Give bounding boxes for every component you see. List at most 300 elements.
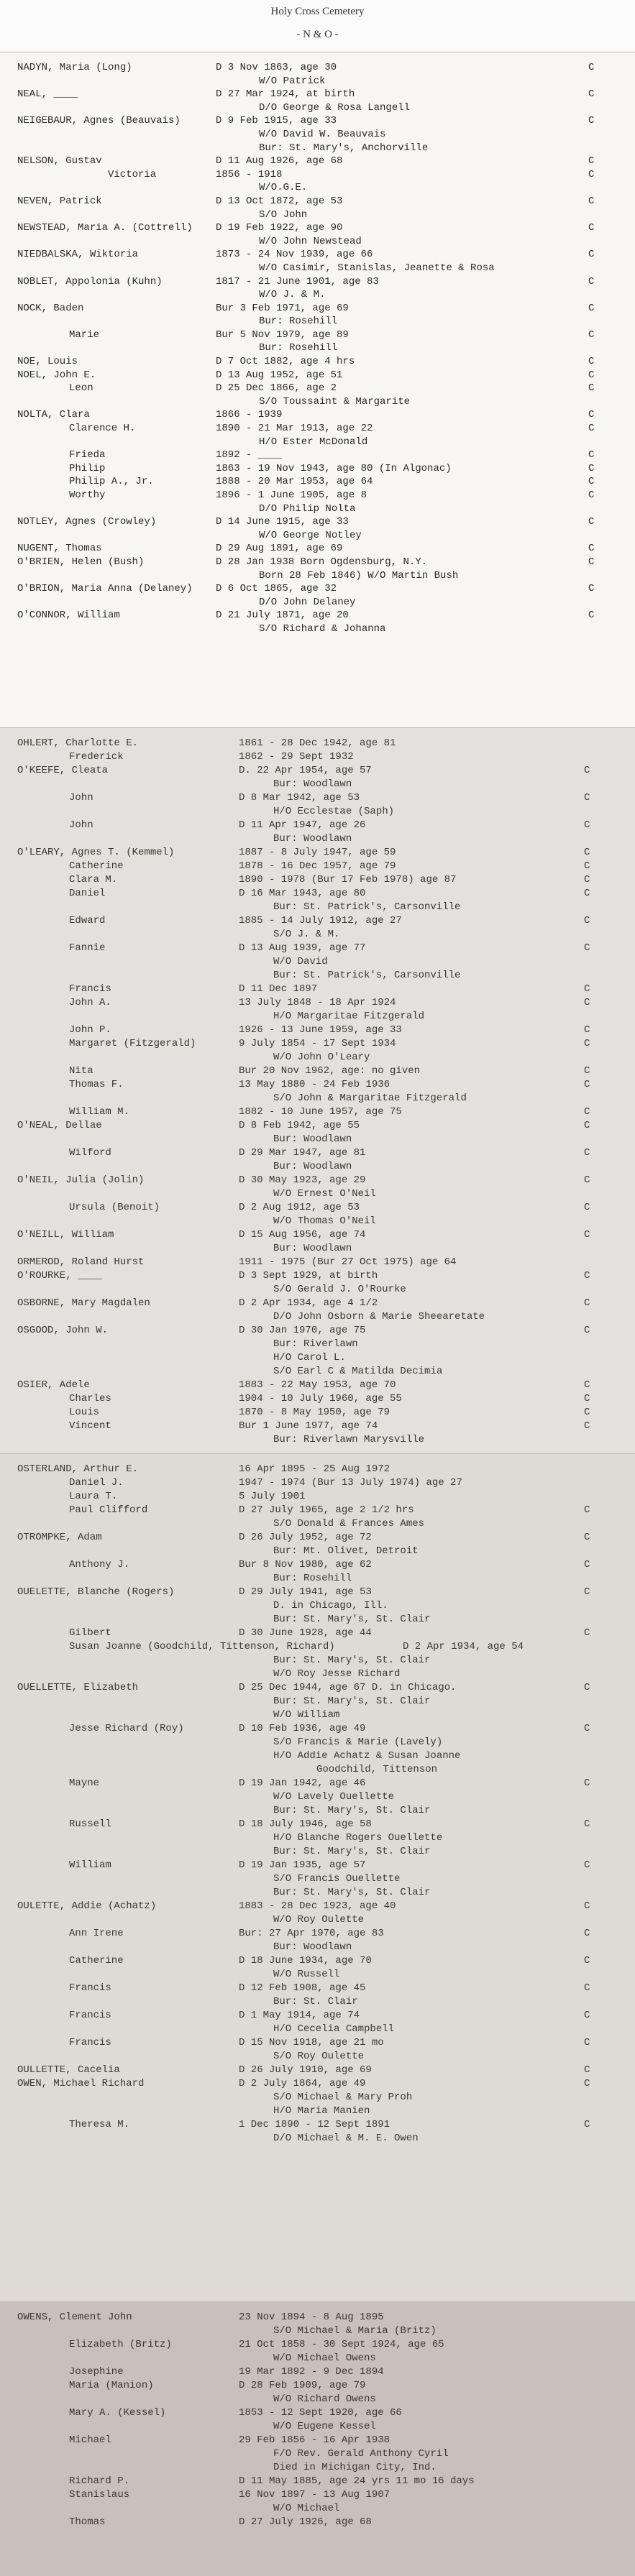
record-detail: Bur: Woodlawn bbox=[273, 1243, 352, 1254]
record-detail: 1 Dec 1890 - 12 Sept 1891 bbox=[239, 2119, 390, 2130]
record-code: C bbox=[584, 1900, 590, 1912]
record-detail: D 30 June 1928, age 44 bbox=[239, 1627, 372, 1639]
record-row bbox=[0, 1913, 635, 1927]
record-row bbox=[0, 2311, 635, 2324]
record-code: C bbox=[584, 1079, 590, 1090]
record-row bbox=[0, 1310, 635, 1324]
record-name: Theresa M. bbox=[69, 2119, 130, 2130]
record-code: C bbox=[588, 356, 595, 368]
record-detail: Bur: St. Patrick's, Carsonville bbox=[273, 970, 461, 981]
record-detail: D 3 Nov 1863, age 30 bbox=[216, 62, 337, 73]
record-detail: S/O Richard & Johanna bbox=[259, 622, 386, 635]
record-row bbox=[0, 1886, 635, 1900]
record-row bbox=[0, 436, 635, 449]
record-code: C bbox=[584, 1504, 590, 1516]
record-code: C bbox=[588, 449, 595, 461]
record-detail: Bur 20 Nov 1962, age: no given bbox=[239, 1065, 421, 1077]
record-detail: W/O David W. Beauvais bbox=[259, 128, 386, 140]
record-detail: 19 Mar 1892 - 9 Dec 1894 bbox=[239, 2366, 384, 2378]
record-code: C bbox=[584, 1393, 590, 1404]
record-name: O'BRIEN, Helen (Bush) bbox=[17, 556, 145, 568]
record-code: C bbox=[584, 2037, 590, 2048]
record-detail: W/O Michael bbox=[273, 2503, 340, 2514]
record-name: Laura T. bbox=[69, 1491, 118, 1502]
record-row bbox=[0, 928, 635, 942]
record-code: C bbox=[588, 543, 595, 555]
record-detail: D 14 June 1915, age 33 bbox=[216, 516, 349, 528]
record-detail: 1883 - 28 Dec 1923, age 40 bbox=[239, 1900, 396, 1912]
record-row bbox=[0, 195, 635, 208]
record-row bbox=[0, 1599, 635, 1613]
record-row bbox=[0, 61, 635, 75]
record-detail: W/O William bbox=[273, 1709, 340, 1721]
record-name: NOTLEY, Agnes (Crowley) bbox=[17, 516, 157, 528]
record-row bbox=[0, 1558, 635, 1572]
record-name: OSTERLAND, Arthur E. bbox=[17, 1463, 139, 1475]
record-detail: 1885 - 14 July 1912, age 27 bbox=[239, 915, 402, 926]
record-row bbox=[0, 1351, 635, 1365]
record-code: C bbox=[584, 942, 590, 954]
record-row bbox=[0, 1201, 635, 1215]
record-detail: 9 July 1854 - 17 Sept 1934 bbox=[239, 1038, 396, 1049]
record-row bbox=[0, 515, 635, 529]
record-row bbox=[0, 791, 635, 805]
record-detail: D 13 Oct 1872, age 53 bbox=[216, 195, 343, 207]
record-row bbox=[0, 542, 635, 556]
record-detail: 1817 - 21 June 1901, age 83 bbox=[216, 275, 379, 288]
record-name: OSBORNE, Mary Magdalen bbox=[17, 1297, 150, 1309]
record-row bbox=[0, 1010, 635, 1024]
record-detail: Bur: St. Mary's, St. Clair bbox=[273, 1696, 431, 1707]
record-name: OWEN, Michael Richard bbox=[17, 2078, 145, 2089]
record-code: C bbox=[588, 409, 595, 421]
record-detail: D/O George & Rosa Langell bbox=[259, 101, 411, 114]
record-row bbox=[0, 88, 635, 101]
record-detail: 1856 - 1918 bbox=[216, 168, 283, 180]
record-row bbox=[0, 2064, 635, 2077]
record-name: NOE, Louis bbox=[17, 356, 78, 368]
record-row bbox=[0, 2379, 635, 2393]
record-detail: Died in Michigan City, Ind. bbox=[273, 2462, 437, 2473]
record-detail: S/O Gerald J. O'Rourke bbox=[273, 1284, 406, 1295]
record-code: C bbox=[584, 1818, 590, 1830]
record-row bbox=[0, 275, 635, 289]
record-detail: 1892 - ____ bbox=[216, 449, 283, 461]
record-row bbox=[0, 462, 635, 476]
record-row bbox=[0, 408, 635, 422]
record-name: NIEDBALSKA, Wiktoria bbox=[17, 249, 139, 261]
record-code: C bbox=[588, 328, 595, 341]
record-name: Russell bbox=[69, 1818, 111, 1830]
record-detail: D 11 Apr 1947, age 26 bbox=[239, 819, 366, 831]
record-row bbox=[0, 382, 635, 395]
record-row bbox=[0, 1995, 635, 2009]
record-name: ORMEROD, Roland Hurst bbox=[17, 1256, 145, 1268]
record-detail: S/O J. & M. bbox=[273, 929, 340, 940]
record-detail: 1882 - 10 June 1957, age 75 bbox=[239, 1106, 402, 1118]
record-detail: 1883 - 22 May 1953, age 70 bbox=[239, 1379, 396, 1391]
record-code: C bbox=[584, 1777, 590, 1789]
record-detail: D 8 Feb 1942, age 55 bbox=[239, 1120, 360, 1131]
record-row bbox=[0, 2338, 635, 2352]
record-detail: S/O Francis & Marie (Lavely) bbox=[273, 1736, 443, 1748]
record-row bbox=[0, 996, 635, 1010]
record-detail: D 2 Aug 1912, age 53 bbox=[239, 1202, 360, 1213]
record-name: OHLERT, Charlotte E. bbox=[17, 737, 139, 749]
record-row bbox=[0, 1668, 635, 1681]
record-code: C bbox=[588, 516, 595, 528]
record-name: Clara M. bbox=[69, 874, 118, 886]
record-code: C bbox=[584, 1682, 590, 1693]
record-row bbox=[0, 1545, 635, 1558]
record-row bbox=[0, 1365, 635, 1379]
record-detail: W/O Patrick bbox=[259, 75, 326, 87]
record-name: William bbox=[69, 1859, 111, 1871]
record-detail: S/O Michael & Maria (Britz) bbox=[273, 2325, 437, 2337]
record-name: O'NEILL, William bbox=[17, 1229, 114, 1241]
record-detail: 1853 - 12 Sept 1920, age 66 bbox=[239, 2407, 402, 2419]
record-row bbox=[0, 1256, 635, 1269]
record-row bbox=[0, 901, 635, 914]
record-row bbox=[0, 341, 635, 355]
record-code: C bbox=[588, 88, 595, 101]
record-row bbox=[0, 860, 635, 873]
record-code: C bbox=[588, 556, 595, 568]
record-row bbox=[0, 2009, 635, 2023]
record-code: C bbox=[588, 462, 595, 474]
record-detail: D 29 July 1941, age 53 bbox=[239, 1586, 372, 1598]
record-row bbox=[0, 1037, 635, 1051]
record-code: C bbox=[588, 168, 595, 180]
record-row bbox=[0, 128, 635, 142]
record-detail: Bur: St. Mary's, St. Clair bbox=[273, 1846, 431, 1857]
record-detail: H/O Blanche Rogers Ouellette bbox=[273, 1832, 443, 1844]
record-detail: Bur: Riverlawn bbox=[273, 1338, 358, 1350]
record-detail: S/O Francis Ouellette bbox=[273, 1873, 401, 1885]
record-detail: D 28 Jan 1938 Born Ogdensburg, N.Y. bbox=[216, 556, 428, 568]
record-detail: Bur 5 Nov 1979, age 89 bbox=[216, 328, 349, 341]
record-row bbox=[0, 955, 635, 969]
record-code: C bbox=[588, 249, 595, 261]
record-code: C bbox=[584, 2119, 590, 2130]
record-code: C bbox=[584, 888, 590, 899]
record-detail: W/O.G.E. bbox=[259, 182, 308, 194]
record-detail: H/O Maria Manien bbox=[273, 2105, 370, 2117]
record-detail: 1870 - 8 May 1950, age 79 bbox=[239, 1407, 390, 1418]
record-detail: 1904 - 10 July 1960, age 55 bbox=[239, 1393, 402, 1404]
record-row bbox=[0, 1818, 635, 1831]
record-code: C bbox=[584, 2010, 590, 2021]
record-detail: W/O John O'Leary bbox=[273, 1052, 370, 1063]
record-row bbox=[0, 2023, 635, 2036]
record-row bbox=[0, 622, 635, 636]
record-name: OSIER, Adele bbox=[17, 1379, 90, 1391]
record-detail: D 26 July 1910, age 69 bbox=[239, 2064, 372, 2076]
record-name: John bbox=[69, 819, 93, 831]
record-row bbox=[0, 942, 635, 955]
record-detail: S/O Donald & Frances Ames bbox=[273, 1518, 425, 1530]
record-name: Paul Clifford bbox=[69, 1504, 148, 1516]
record-row bbox=[0, 328, 635, 342]
record-detail: D 27 Mar 1924, at birth bbox=[216, 88, 355, 101]
record-row bbox=[0, 1463, 635, 1476]
record-name: NOCK, Baden bbox=[17, 302, 84, 314]
record-name: Mayne bbox=[69, 1777, 100, 1789]
record-name: Stanislaus bbox=[69, 2489, 130, 2501]
record-row bbox=[0, 1504, 635, 1517]
record-detail: Bur: Woodlawn bbox=[273, 1161, 352, 1172]
section-title: - N & O - bbox=[296, 29, 339, 40]
record-row bbox=[0, 764, 635, 778]
record-row bbox=[0, 315, 635, 328]
record-detail: D 19 Jan 1935, age 57 bbox=[239, 1859, 366, 1871]
record-detail: 16 Apr 1895 - 25 Aug 1972 bbox=[239, 1463, 390, 1475]
record-detail: Bur: St. Clair bbox=[273, 1996, 358, 2007]
record-detail: H/O Margaritae Fitzgerald bbox=[273, 1011, 425, 1022]
record-row bbox=[0, 529, 635, 543]
record-detail: D 2 Apr 1934, age 4 1/2 bbox=[239, 1297, 378, 1309]
record-name: O'LEARY, Agnes T. (Kemmel) bbox=[17, 847, 175, 858]
record-row bbox=[0, 1174, 635, 1187]
record-name: Ann Irene bbox=[69, 1928, 124, 1939]
record-name: Victoria bbox=[108, 168, 157, 180]
record-name: NEWSTEAD, Maria A. (Cottrell) bbox=[17, 222, 193, 234]
record-name: Frieda bbox=[69, 449, 106, 461]
record-detail: D 6 Oct 1865, age 32 bbox=[216, 583, 337, 595]
record-detail: D 8 Mar 1942, age 53 bbox=[239, 792, 360, 804]
record-detail: D 13 Aug 1952, age 51 bbox=[216, 369, 343, 381]
record-detail: 1947 - 1974 (Bur 13 July 1974) age 27 bbox=[239, 1477, 462, 1489]
record-code: C bbox=[584, 1586, 590, 1598]
record-code: C bbox=[588, 489, 595, 501]
record-row bbox=[0, 2036, 635, 2050]
record-row bbox=[0, 1777, 635, 1790]
record-detail: Bur: St. Patrick's, Carsonville bbox=[273, 901, 461, 913]
record-row bbox=[0, 1531, 635, 1545]
record-row bbox=[0, 448, 635, 462]
record-detail: D 18 June 1934, age 70 bbox=[239, 1955, 372, 1966]
record-name: Nita bbox=[69, 1065, 93, 1077]
document-header bbox=[0, 0, 635, 52]
record-detail: W/O David bbox=[273, 956, 328, 967]
record-row bbox=[0, 2352, 635, 2365]
record-row bbox=[0, 914, 635, 928]
record-detail: D 3 Sept 1929, at birth bbox=[239, 1270, 378, 1282]
page-scan-4 bbox=[0, 2301, 635, 2576]
record-code: C bbox=[584, 1955, 590, 1966]
record-detail: 1863 - 19 Nov 1943, age 80 (In Algonac) bbox=[216, 462, 452, 474]
record-row bbox=[0, 302, 635, 316]
record-row bbox=[0, 1228, 635, 1242]
record-name: Leon bbox=[69, 382, 93, 395]
record-row bbox=[0, 1392, 635, 1406]
record-row bbox=[0, 114, 635, 128]
record-row bbox=[0, 155, 635, 168]
record-code: C bbox=[584, 2064, 590, 2076]
record-row bbox=[0, 1763, 635, 1777]
record-detail: W/O Thomas O'Neil bbox=[273, 1215, 376, 1227]
record-row bbox=[0, 556, 635, 569]
record-row bbox=[0, 1242, 635, 1256]
record-name: NADYN, Maria (Long) bbox=[17, 62, 132, 73]
record-row bbox=[0, 819, 635, 832]
record-row bbox=[0, 596, 635, 610]
record-row bbox=[0, 1406, 635, 1420]
record-name: NELSON, Gustav bbox=[17, 155, 102, 167]
record-row bbox=[0, 582, 635, 596]
record-detail: S/O Earl C & Matilda Decimia bbox=[273, 1366, 443, 1377]
record-row bbox=[0, 750, 635, 764]
record-detail: Bur: Rosehill bbox=[259, 342, 338, 354]
record-detail: D 2 Apr 1934, age 54 bbox=[403, 1641, 524, 1652]
record-detail: D 25 Dec 1866, age 2 bbox=[216, 382, 337, 395]
record-name: NOEL, John E. bbox=[17, 369, 96, 381]
record-detail: Bur: Riverlawn Marysville bbox=[273, 1434, 425, 1445]
record-detail: 1866 - 1939 bbox=[216, 409, 283, 421]
record-detail: Bur: Woodlawn bbox=[273, 778, 352, 790]
record-row bbox=[0, 2077, 635, 2091]
record-detail: D 1 May 1914, age 74 bbox=[239, 2010, 360, 2021]
record-row bbox=[0, 1379, 635, 1392]
record-detail: S/O Toussaint & Margarite bbox=[259, 395, 411, 408]
record-row bbox=[0, 142, 635, 155]
record-row bbox=[0, 1900, 635, 1913]
record-row bbox=[0, 355, 635, 369]
record-row bbox=[0, 1476, 635, 1490]
record-row bbox=[0, 2447, 635, 2461]
record-row bbox=[0, 609, 635, 622]
record-code: C bbox=[584, 1038, 590, 1049]
record-code: C bbox=[584, 2078, 590, 2089]
record-row bbox=[0, 369, 635, 382]
record-detail: Bur: Woodlawn bbox=[273, 1941, 352, 1953]
record-code: C bbox=[588, 583, 595, 595]
record-row bbox=[0, 2420, 635, 2434]
record-detail: 1888 - 20 Mar 1953, age 64 bbox=[216, 476, 373, 488]
record-detail: 13 July 1848 - 18 Apr 1924 bbox=[239, 997, 396, 1008]
record-name: Michael bbox=[69, 2434, 111, 2446]
record-code: C bbox=[584, 792, 590, 804]
record-detail: D 19 Feb 1922, age 90 bbox=[216, 222, 343, 234]
record-row bbox=[0, 1681, 635, 1695]
record-detail: D/O Michael & M. E. Owen bbox=[273, 2133, 419, 2144]
record-code: C bbox=[584, 1065, 590, 1077]
record-row bbox=[0, 502, 635, 516]
record-detail: Bur: St. Mary's, St. Clair bbox=[273, 1805, 431, 1816]
record-detail: D 28 Feb 1909, age 79 bbox=[239, 2380, 366, 2391]
record-row bbox=[0, 475, 635, 489]
record-row bbox=[0, 1338, 635, 1351]
record-code: C bbox=[584, 1420, 590, 1432]
page-scan-2 bbox=[0, 727, 635, 1454]
record-detail: W/O Lavely Ouellette bbox=[273, 1791, 395, 1803]
record-name: Louis bbox=[69, 1407, 100, 1418]
record-row bbox=[0, 1831, 635, 1845]
record-detail: D 11 Aug 1926, age 68 bbox=[216, 155, 343, 167]
record-name: Francis bbox=[69, 1982, 111, 1994]
record-row bbox=[0, 2488, 635, 2502]
record-detail: D 15 Nov 1918, age 21 mo bbox=[239, 2037, 384, 2048]
record-detail: D 29 Mar 1947, age 81 bbox=[239, 1147, 366, 1159]
record-detail: Bur: Rosehill bbox=[273, 1573, 352, 1584]
page-scan-3 bbox=[0, 1453, 635, 2302]
record-name: Worthy bbox=[69, 489, 106, 501]
record-row bbox=[0, 101, 635, 115]
record-name: Catherine bbox=[69, 860, 124, 872]
record-name: Clarence H. bbox=[69, 423, 136, 435]
record-name: OULLETTE, Cacelia bbox=[17, 2064, 120, 2076]
record-row bbox=[0, 1160, 635, 1174]
record-name: Edward bbox=[69, 915, 106, 926]
record-detail: F/O Rev. Gerald Anthony Cyril bbox=[273, 2448, 449, 2460]
record-row bbox=[0, 2324, 635, 2338]
record-row bbox=[0, 1490, 635, 1504]
record-detail: W/O Roy Oulette bbox=[273, 1914, 365, 1926]
record-row bbox=[0, 1078, 635, 1092]
record-name: Ursula (Benoit) bbox=[69, 1202, 160, 1213]
record-row bbox=[0, 1092, 635, 1105]
record-name: O'NEIL, Julia (Jolin) bbox=[17, 1174, 145, 1186]
record-name: Francis bbox=[69, 983, 111, 995]
record-code: C bbox=[588, 222, 595, 234]
record-name: OTROMPKE, Adam bbox=[17, 1532, 102, 1543]
record-row bbox=[0, 1051, 635, 1064]
record-row bbox=[0, 1586, 635, 1599]
record-row bbox=[0, 1627, 635, 1640]
record-detail: Bur: St. Mary's, Anchorville bbox=[259, 142, 429, 154]
record-row bbox=[0, 1105, 635, 1119]
record-row bbox=[0, 778, 635, 791]
record-code: C bbox=[584, 860, 590, 872]
record-code: C bbox=[584, 819, 590, 831]
record-detail: W/O Casimir, Stanislas, Jeanette & Rosa bbox=[259, 262, 495, 274]
record-row bbox=[0, 422, 635, 436]
record-code: C bbox=[584, 915, 590, 926]
record-row bbox=[0, 1324, 635, 1338]
record-row bbox=[0, 2132, 635, 2145]
record-code: C bbox=[584, 1928, 590, 1939]
record-code: C bbox=[584, 1859, 590, 1871]
record-detail: 1896 - 1 June 1905, age 8 bbox=[216, 489, 367, 501]
record-row bbox=[0, 1736, 635, 1749]
record-detail: D 11 Dec 1897 bbox=[239, 983, 318, 995]
record-detail: D 27 July 1965, age 2 1/2 hrs bbox=[239, 1504, 414, 1516]
record-detail: D. 22 Apr 1954, age 57 bbox=[239, 765, 372, 776]
record-row bbox=[0, 832, 635, 846]
record-detail: D 13 Aug 1939, age 77 bbox=[239, 942, 366, 954]
record-detail: W/O George Notley bbox=[259, 529, 362, 541]
record-code: C bbox=[588, 302, 595, 314]
record-name: Vincent bbox=[69, 1420, 111, 1432]
record-name: O'NEAL, Dellae bbox=[17, 1120, 102, 1131]
record-detail: 1862 - 29 Sept 1932 bbox=[239, 751, 354, 763]
record-detail: Bur: Mt. Olivet, Detroit bbox=[273, 1545, 419, 1557]
record-detail: Bur 3 Feb 1971, age 69 bbox=[216, 302, 349, 314]
record-code: C bbox=[584, 1532, 590, 1543]
record-row bbox=[0, 1941, 635, 1954]
record-detail: Bur: St. Mary's, St. Clair bbox=[273, 1887, 431, 1898]
record-name: O'ROURKE, ____ bbox=[17, 1270, 102, 1282]
record-detail: Bur 1 June 1977, age 74 bbox=[239, 1420, 378, 1432]
record-row bbox=[0, 489, 635, 502]
record-detail: D/O Philip Nolta bbox=[259, 502, 356, 515]
record-name: Mary A. (Kessel) bbox=[69, 2407, 166, 2419]
record-row bbox=[0, 1708, 635, 1722]
record-name: Margaret (Fitzgerald) bbox=[69, 1038, 196, 1049]
record-detail: S/O John & Margaritae Fitzgerald bbox=[273, 1092, 467, 1104]
record-detail: D/O John Osborn & Marie Sheearetate bbox=[273, 1311, 485, 1322]
record-row bbox=[0, 1024, 635, 1037]
